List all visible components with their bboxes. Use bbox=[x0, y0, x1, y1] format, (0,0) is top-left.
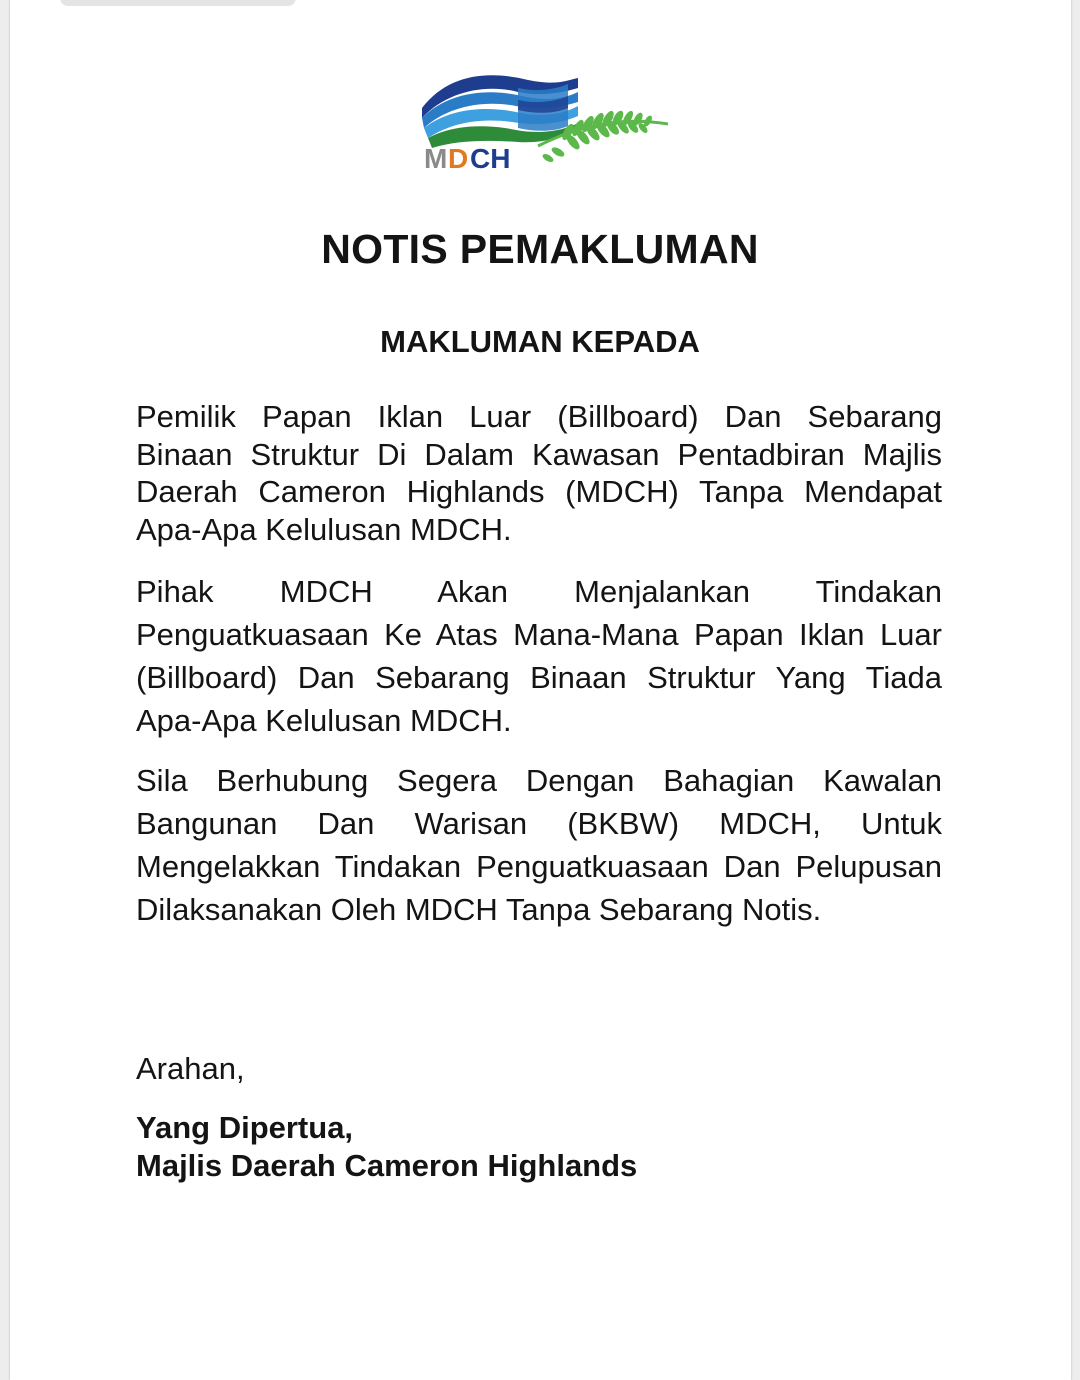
mdch-logo bbox=[418, 66, 672, 174]
svg-text:M: M bbox=[424, 143, 448, 174]
closing-line: Arahan, bbox=[136, 1051, 245, 1086]
notice-paragraph: Pemilik Papan Iklan Luar (Billboard) Dan Sebarang Binaan Struktur Di Dalam Kawasan Pentadbiran Majlis Daerah Cameron Highlands (MDCH) Tanpa Mendapat Apa-Apa Kelulusan MDCH. bbox=[136, 399, 942, 547]
signatory-title: Yang Dipertua, bbox=[136, 1110, 354, 1145]
svg-text:D: D bbox=[448, 143, 469, 174]
notice-subtitle: MAKLUMAN KEPADA bbox=[380, 324, 700, 359]
page-tab bbox=[60, 0, 296, 6]
mdch-logo-graphic bbox=[418, 66, 672, 174]
notice-title: NOTIS PEMAKLUMAN bbox=[321, 226, 759, 272]
notice-paragraph: Sila Berhubung Segera Dengan Bahagian Kawalan Bangunan Dan Warisan (BKBW) MDCH, Untuk Mengelakkan Tindakan Penguatkuasaan Dan Pelupusan Dilaksanakan Oleh MDCH Tanpa Sebarang Notis. bbox=[136, 763, 942, 927]
notice-paragraph: Pihak MDCH Akan Menjalankan Tindakan Penguatkuasaan Ke Atas Mana-Mana Papan Iklan Luar (Billboard) Dan Sebarang Binaan Struktur Yang Tiada Apa-Apa Kelulusan MDCH. bbox=[136, 574, 942, 738]
svg-text:CH: CH bbox=[470, 143, 511, 174]
signatory-organization: Majlis Daerah Cameron Highlands bbox=[136, 1148, 638, 1183]
